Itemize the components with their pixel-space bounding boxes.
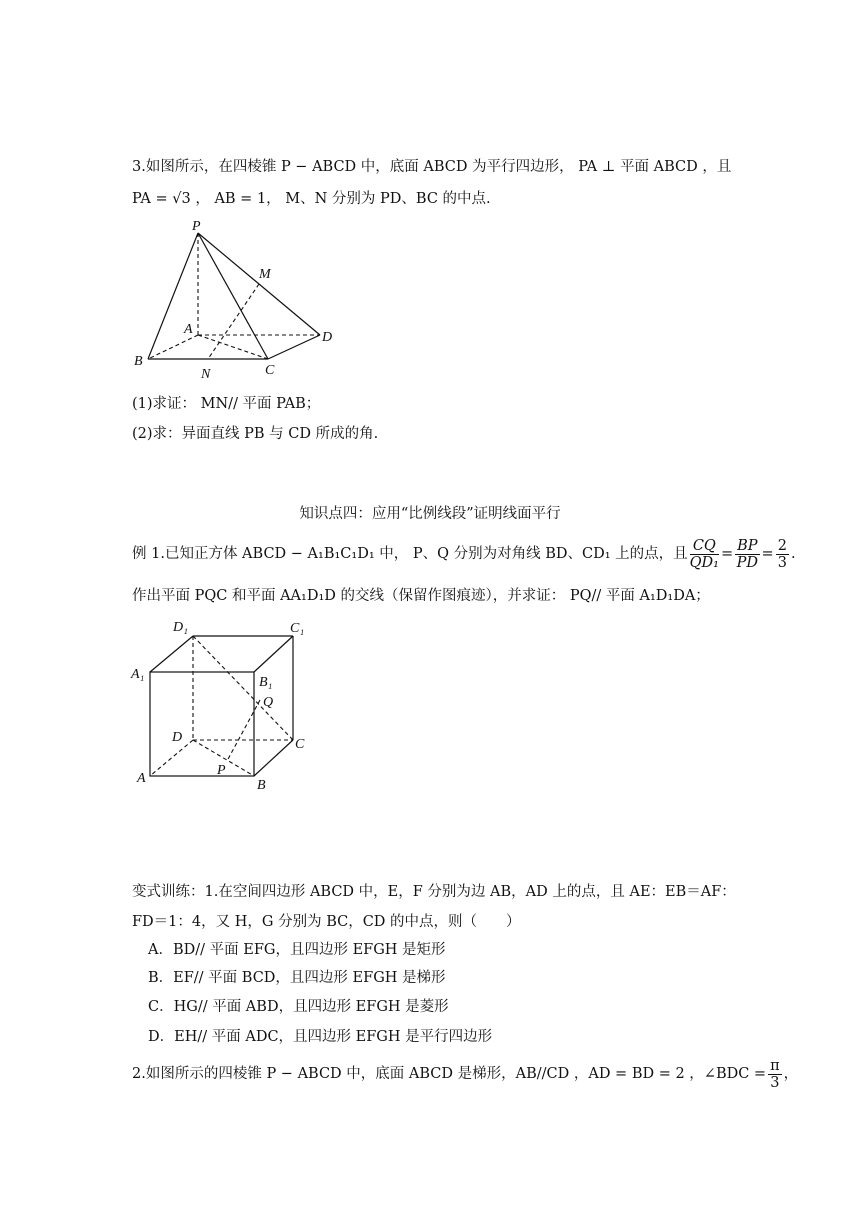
option-d: D．EH// 平面 ADC，且四边形 EFGH 是平行四边形 (148, 1029, 493, 1045)
fig2-label-c: C (295, 737, 305, 752)
fig2-label-d: D (172, 730, 183, 745)
problem2-text: 2.如图所示的四棱锥 P − ABCD 中，底面 ABCD 是梯形，AB//CD ，AD = BD = 2 ，∠BDC = (132, 1066, 767, 1082)
fig1-label-m: M (259, 267, 271, 282)
fig2-label-a1: A₁ (131, 667, 145, 682)
example1-line2: 作出平面 PQC 和平面 AA₁D₁D 的交线（保留作图痕迹），并求证： PQ// 平面 A₁D₁DA； (132, 588, 710, 604)
example1-text: 例 1.已知正方体 ABCD − A₁B₁C₁D₁ 中， P、Q 分别为对角线 BD、CD₁ 上的点，且 (132, 546, 688, 562)
option-a: A．BD// 平面 EFG，且四边形 EFGH 是矩形 (148, 942, 446, 958)
fig1-label-p: P (192, 219, 201, 234)
problem3-question2: (2)求：异面直线 PB 与 CD 所成的角. (132, 426, 379, 442)
option-c: C．HG// 平面 ABD，且四边形 EFGH 是菱形 (148, 999, 449, 1015)
example1-line1: 例 1.已知正方体 ABCD − A₁B₁C₁D₁ 中， P、Q 分别为对角线 BD、CD₁ 上的点，且 $\frac{CQ}{\text{QD₁}}$ = $\frac{BP}{PD}$ = $\frac{2}{3}$ . (132, 537, 796, 571)
variant-line2: FD＝1：4，又 H，G 分别为 BC，CD 的中点，则（ ） (132, 914, 521, 930)
problem3-line2: PA = √3 ， AB = 1， M、N 分别为 PD、BC 的中点. (132, 191, 491, 207)
problem3-question1: (1)求证： MN// 平面 PAB； (132, 396, 321, 412)
fig1-label-a: A (184, 322, 193, 337)
fig2-label-c1: C₁ (290, 621, 305, 636)
fig1-label-b: B (134, 354, 143, 369)
fraction-pi-third: $\frac{\pi}{3}$ (770, 1057, 780, 1091)
fig2-label-q: Q (263, 695, 274, 710)
section-title: 知识点四：应用“比例线段”证明线面平行 (299, 506, 561, 522)
option-b: B．EF// 平面 BCD，且四边形 EFGH 是梯形 (148, 970, 446, 986)
fig2-label-b: B (257, 778, 266, 793)
problem2-line1: 2.如图所示的四棱锥 P − ABCD 中，底面 ABCD 是梯形，AB//CD ，AD = BD = 2 ，∠BDC = $\frac{\pi}{3}$ ， (132, 1057, 799, 1091)
problem3-line1: 3.如图所示，在四棱锥 P − ABCD 中，底面 ABCD 为平行四边形， PA ⊥ 平面 ABCD ，且 (132, 159, 732, 175)
cube-figure (128, 614, 318, 794)
fraction-two-thirds: $\frac{2}{3}$ (777, 537, 787, 571)
fig1-label-n: N (201, 367, 211, 382)
fig2-label-p: P (217, 763, 226, 778)
fig1-label-c: C (265, 363, 275, 378)
fraction-cq-qd1: $\frac{CQ}{\text{QD₁}}$ (689, 537, 719, 571)
fig2-label-a: A (137, 771, 146, 786)
fig2-label-b1: B₁ (259, 675, 273, 690)
fig2-label-d1: D₁ (173, 620, 188, 635)
fig1-label-d: D (322, 330, 333, 345)
variant-line1: 变式训练：1.在空间四边形 ABCD 中，E，F 分别为边 AB，AD 上的点，且 AE：EB＝AF： (132, 884, 736, 900)
fraction-bp-pd: $\frac{BP}{PD}$ (736, 537, 759, 571)
pyramid-figure (130, 218, 350, 383)
